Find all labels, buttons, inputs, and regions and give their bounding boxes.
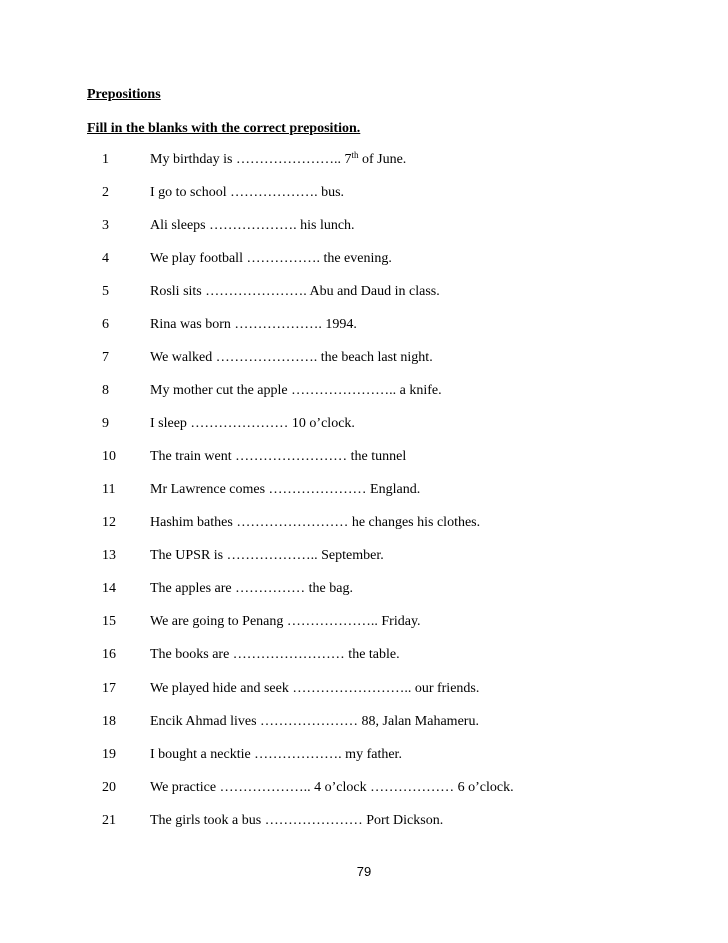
question-item bbox=[0, 349, 728, 382]
instruction: Fill in the blanks with the correct preposition. bbox=[87, 121, 361, 136]
question-item bbox=[0, 746, 728, 779]
question-number: 17 bbox=[102, 680, 116, 696]
question-text: Ali sleeps ………………. his lunch. bbox=[150, 218, 355, 234]
question-item bbox=[0, 316, 728, 349]
question-number: 6 bbox=[102, 317, 109, 333]
question-text: Rina was born ………………. 1994. bbox=[150, 317, 357, 333]
question-text: I sleep ………………… 10 o’clock. bbox=[150, 416, 355, 432]
question-number: 2 bbox=[102, 185, 109, 201]
question-text: The apples are …………… the bag. bbox=[150, 581, 353, 597]
question-item bbox=[0, 184, 728, 217]
page-number: 79 bbox=[356, 864, 372, 879]
question-item bbox=[0, 382, 728, 415]
question-item bbox=[0, 547, 728, 580]
question-number: 21 bbox=[102, 812, 116, 828]
question-list bbox=[0, 151, 728, 845]
question-text: We practice ……………….. 4 o’clock ……………… 6 o’clock. bbox=[150, 779, 514, 795]
question-number: 3 bbox=[102, 218, 109, 234]
question-item bbox=[0, 646, 728, 679]
question-text: We play football ……………. the evening. bbox=[150, 251, 392, 267]
question-text: Rosli sits …………………. Abu and Daud in class. bbox=[150, 284, 440, 300]
question-text: I bought a necktie ………………. my father. bbox=[150, 746, 402, 762]
question-number: 20 bbox=[102, 779, 116, 795]
question-text: The books are …………………… the table. bbox=[150, 647, 400, 663]
question-text: The UPSR is ……………….. September. bbox=[150, 548, 384, 564]
question-number: 7 bbox=[102, 350, 109, 366]
question-item bbox=[0, 514, 728, 547]
question-text: My birthday is ………………….. 7th of June. bbox=[150, 150, 407, 167]
question-item bbox=[0, 250, 728, 283]
question-text: The train went …………………… the tunnel bbox=[150, 449, 407, 465]
question-number: 5 bbox=[102, 284, 109, 300]
question-item bbox=[0, 481, 728, 514]
question-number: 4 bbox=[102, 251, 109, 267]
question-number: 19 bbox=[102, 746, 116, 762]
question-text: Mr Lawrence comes ………………… England. bbox=[150, 482, 421, 498]
question-number: 13 bbox=[102, 548, 116, 564]
question-text: Hashim bathes …………………… he changes his clothes. bbox=[150, 515, 481, 531]
question-text: We are going to Penang ……………….. Friday. bbox=[150, 614, 421, 630]
question-number: 9 bbox=[102, 416, 109, 432]
question-number: 16 bbox=[102, 647, 116, 663]
question-text: We played hide and seek …………………….. our friends. bbox=[150, 680, 480, 696]
question-text: We walked …………………. the beach last night. bbox=[150, 350, 433, 366]
question-number: 18 bbox=[102, 713, 116, 729]
question-number: 15 bbox=[102, 614, 116, 630]
question-item bbox=[0, 713, 728, 746]
question-item bbox=[0, 283, 728, 316]
question-text: The girls took a bus ………………… Port Dickson. bbox=[150, 812, 444, 828]
question-text: My mother cut the apple ………………….. a knife. bbox=[150, 383, 442, 399]
question-item bbox=[0, 812, 728, 845]
question-item bbox=[0, 580, 728, 613]
question-number: 8 bbox=[102, 383, 109, 399]
question-item bbox=[0, 217, 728, 250]
question-number: 1 bbox=[102, 152, 109, 167]
question-number: 11 bbox=[102, 482, 116, 498]
question-item bbox=[0, 779, 728, 812]
question-item bbox=[0, 151, 728, 184]
question-number: 14 bbox=[102, 581, 116, 597]
question-number: 12 bbox=[102, 515, 116, 531]
question-item bbox=[0, 680, 728, 713]
ordinal-suffix: th bbox=[351, 150, 359, 160]
question-number: 10 bbox=[102, 449, 116, 465]
question-item bbox=[0, 448, 728, 481]
question-item bbox=[0, 415, 728, 448]
question-item bbox=[0, 613, 728, 646]
question-text: Encik Ahmad lives ………………… 88, Jalan Mahameru. bbox=[150, 713, 479, 729]
question-text: I go to school ………………. bus. bbox=[150, 185, 345, 201]
page-title: Prepositions bbox=[87, 87, 161, 102]
